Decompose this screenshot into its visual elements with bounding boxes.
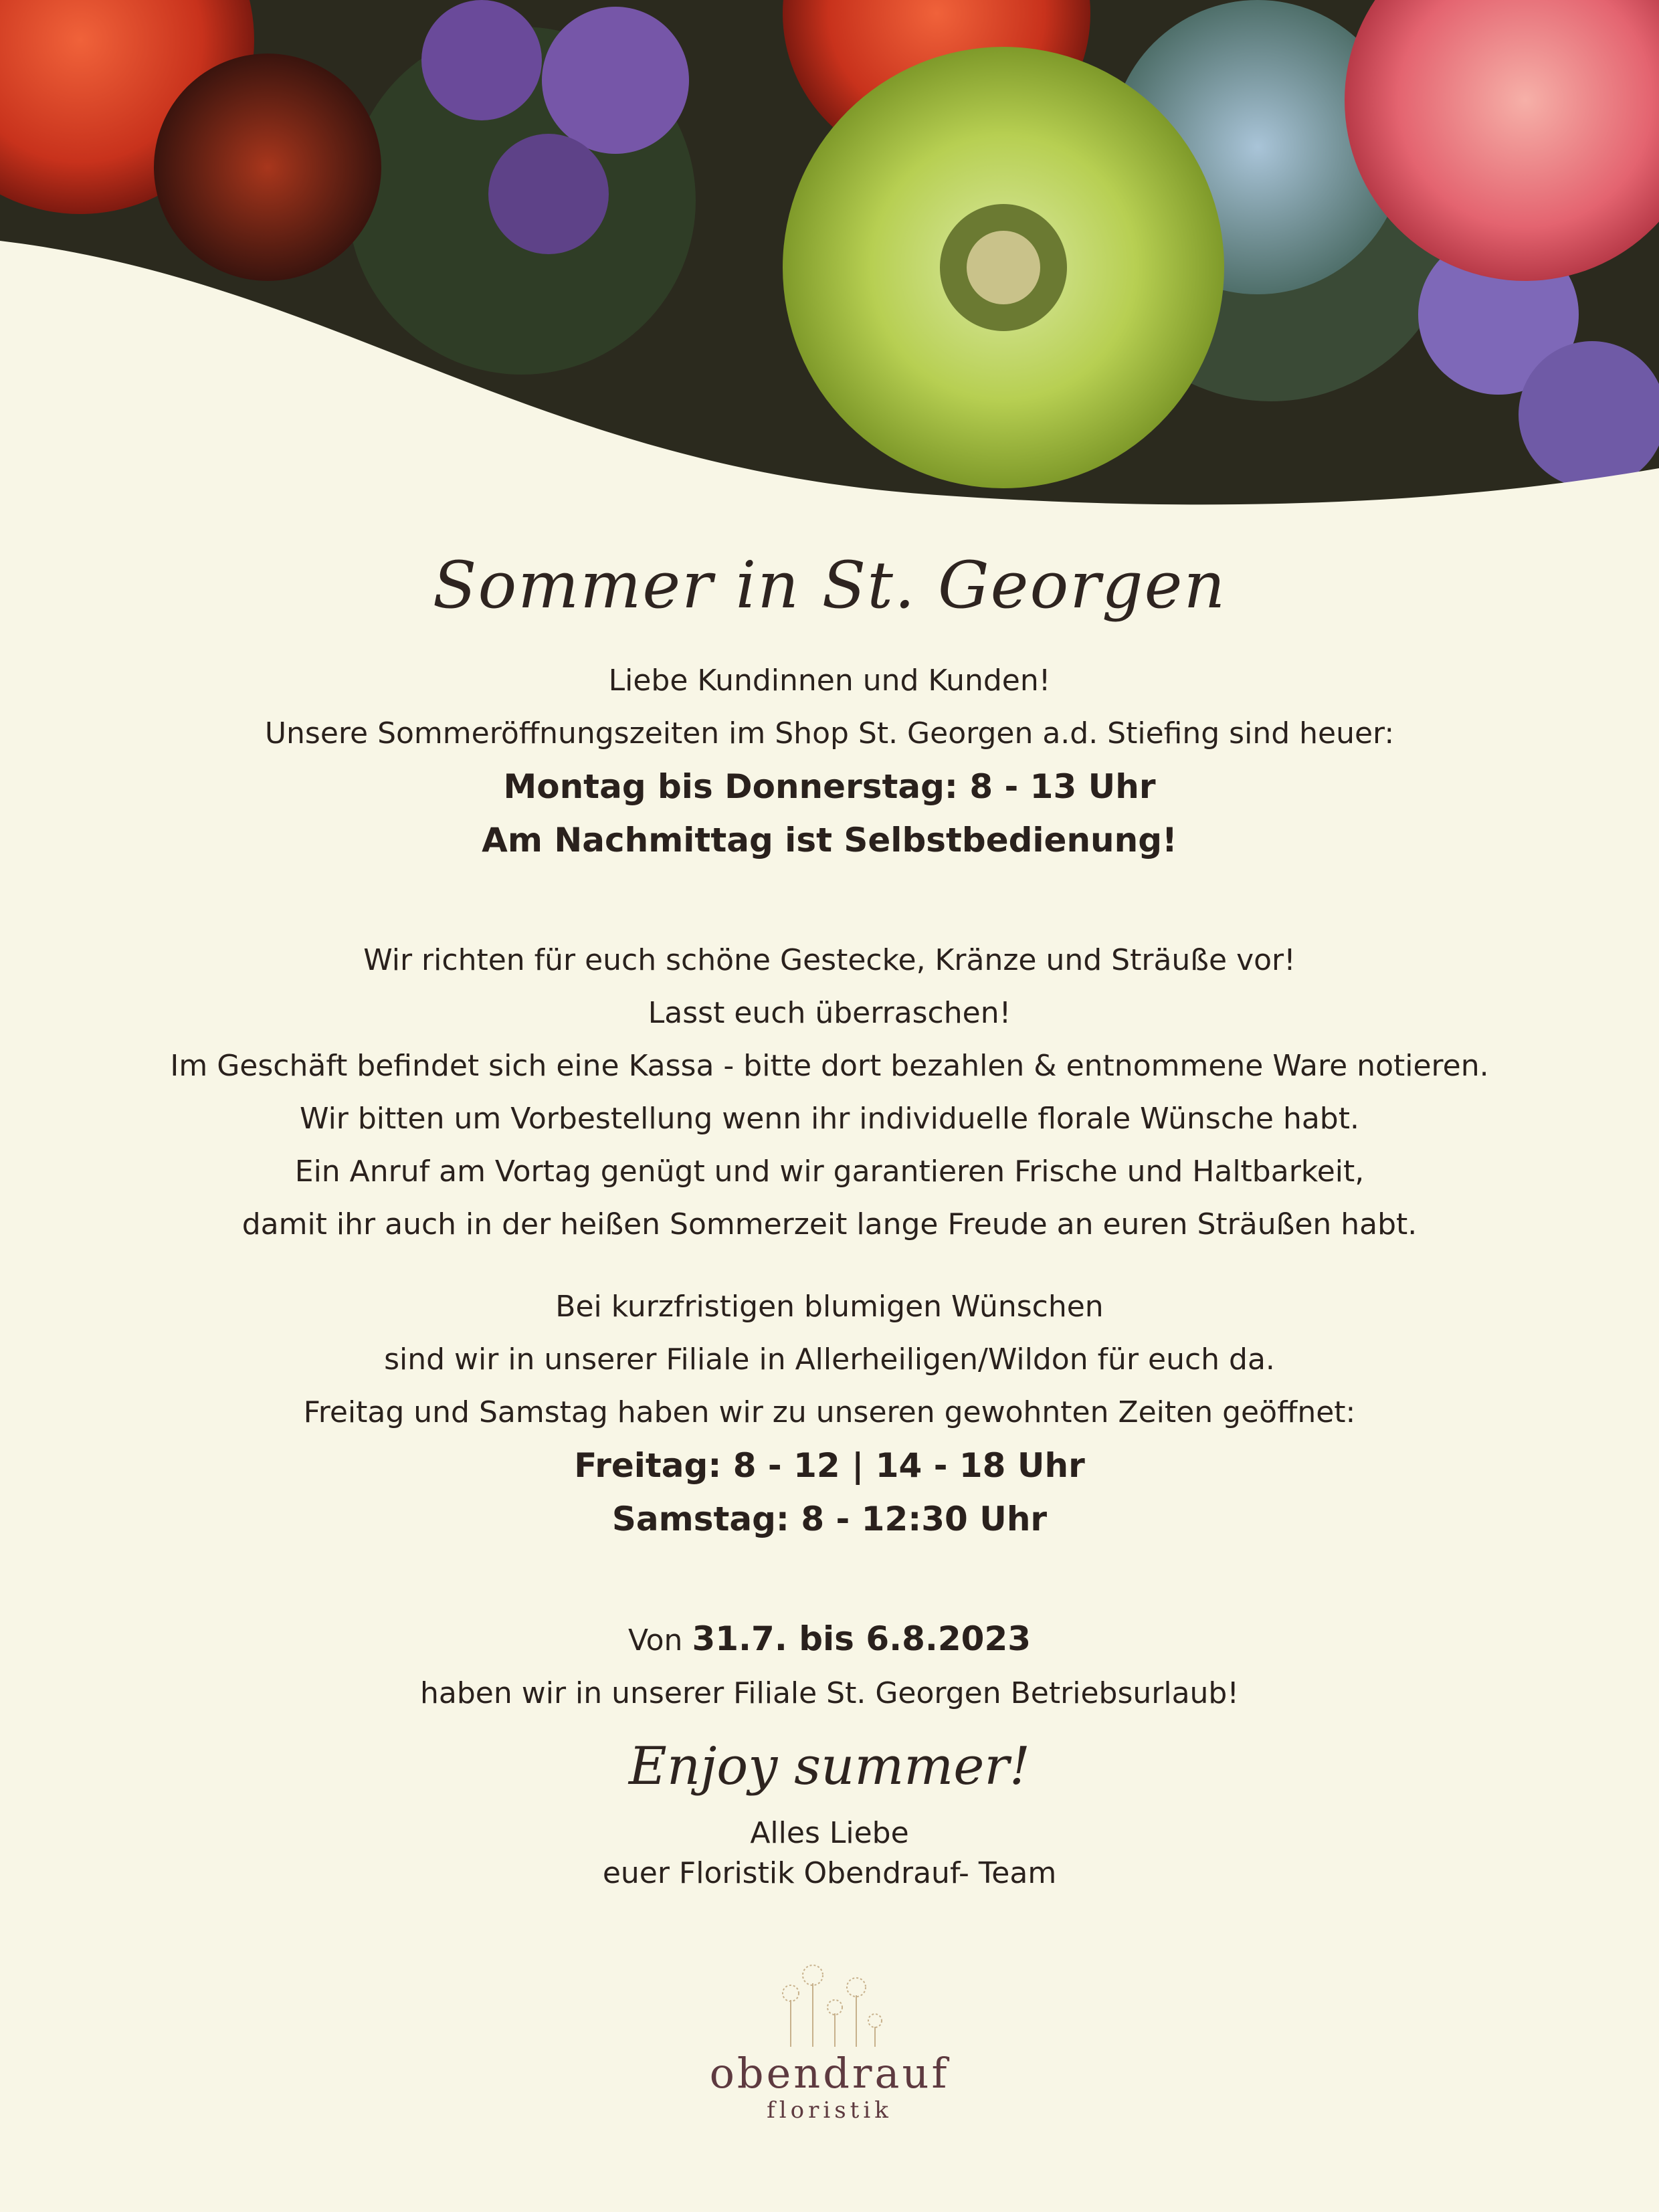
- obendrauf-logo: [696, 1963, 963, 2150]
- saturday-hours: Samstag: 8 - 12:30 Uhr: [611, 1500, 1048, 1538]
- intro-text: Unsere Sommeröffnungszeiten im Shop St. Georgen a.d. Stiefing sind heuer:: [264, 716, 1395, 750]
- paragraph-line: Wir bitten um Vorbestellung wenn ihr individuelle florale Wünsche habt.: [300, 1102, 1359, 1136]
- brand-subtitle: floristik: [767, 2097, 892, 2124]
- team-signature: euer Floristik Obendrauf- Team: [602, 1856, 1057, 1890]
- main-hours: Montag bis Donnerstag: 8 - 13 Uhr: [503, 767, 1156, 806]
- info-paragraph-1: [0, 934, 1659, 1251]
- flower-photo-illustration: [0, 0, 1659, 548]
- paragraph-line: Wir richten für euch schöne Gestecke, Kränze und Sträuße vor!: [363, 943, 1296, 977]
- flower-header-image: [0, 0, 1659, 548]
- vacation-dates: 31.7. bis 6.8.2023: [692, 1619, 1032, 1658]
- page-title: Sommer in St. Georgen: [432, 548, 1227, 623]
- brand-name: obendrauf: [709, 2049, 950, 2098]
- enjoy-summer-script: Enjoy summer!: [628, 1736, 1031, 1797]
- paragraph-line: Bei kurzfristigen blumigen Wünschen: [555, 1290, 1104, 1324]
- main-content: [0, 535, 1659, 1894]
- paragraph-line: Ein Anruf am Vortag genügt und wir garantieren Frische und Haltbarkeit,: [294, 1154, 1365, 1189]
- paragraph-line: Freitag und Samstag haben wir zu unseren gewohnten Zeiten geöffnet:: [303, 1395, 1356, 1429]
- info-paragraph-2: [0, 1280, 1659, 1439]
- paragraph-line: damit ihr auch in der heißen Sommerzeit lange Freude an euren Sträußen habt.: [241, 1207, 1418, 1241]
- vacation-text: haben wir in unserer Filiale St. Georgen Betriebsurlaub!: [420, 1676, 1239, 1710]
- self-service-note: Am Nachmittag ist Selbstbedienung!: [482, 821, 1177, 860]
- paragraph-line: Im Geschäft befindet sich eine Kassa - bitte dort bezahlen & entnommene Ware notieren.: [170, 1049, 1489, 1083]
- friday-hours: Freitag: 8 - 12 | 14 - 18 Uhr: [574, 1446, 1085, 1485]
- paragraph-line: Lasst euch überraschen!: [648, 996, 1011, 1030]
- vacation-dates-line: [0, 1613, 1659, 1667]
- paragraph-line: sind wir in unserer Filiale in Allerheiligen/Wildon für euch da.: [384, 1342, 1275, 1377]
- vacation-prefix: Von: [627, 1623, 683, 1657]
- dandelion-icon: [763, 1963, 896, 2050]
- greeting: Liebe Kundinnen und Kunden!: [608, 664, 1051, 698]
- closing-text: Alles Liebe: [750, 1816, 909, 1850]
